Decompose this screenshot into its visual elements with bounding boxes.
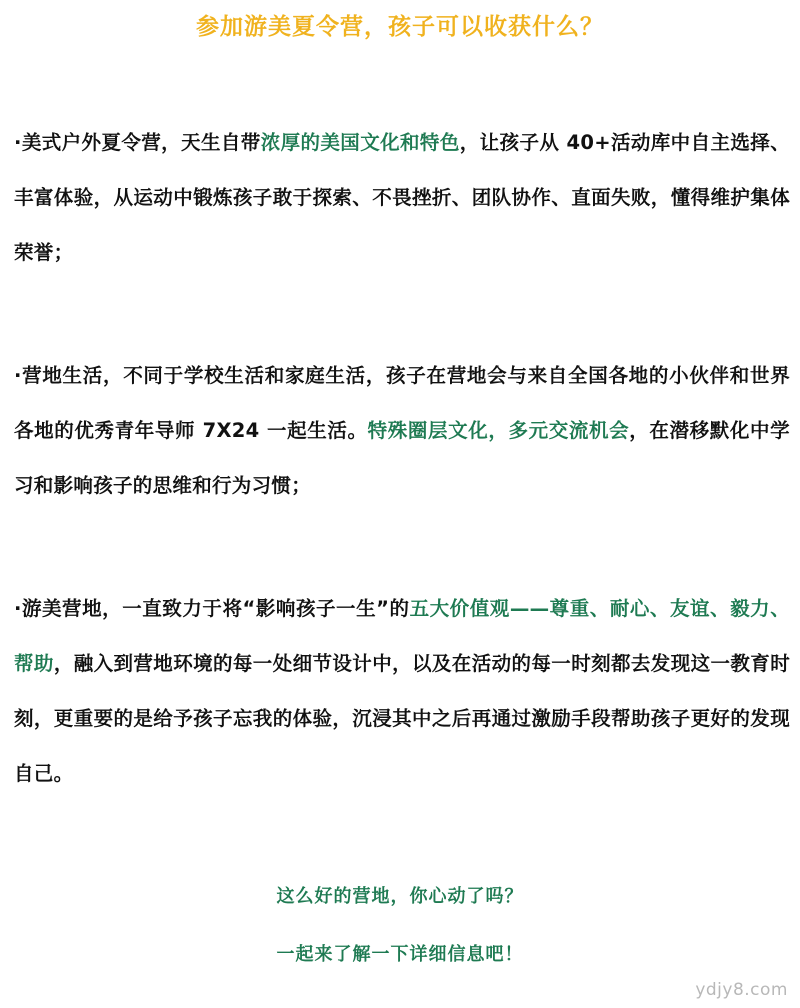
highlight-text: 五大价值观——尊重、耐心、友谊、毅力、帮助 bbox=[14, 597, 791, 675]
paragraph-text: ·美式户外夏令营，天生自带 bbox=[14, 131, 261, 154]
paragraph-camp-life bbox=[14, 348, 790, 513]
cta-line-2: 一起来了解一下详细信息吧！ bbox=[276, 944, 524, 965]
paragraph-text: ，融入到营地环境的每一处细节设计中，以及在活动的每一时刻都去发现这一教育时刻，更重要的是给予孩子忘我的体验，沉浸其中之后再通过激励手段帮助孩子更好的发现自己。 bbox=[14, 652, 790, 785]
paragraph-core-values bbox=[14, 581, 790, 801]
page-title: 参加游美夏令营，孩子可以收获什么？ bbox=[196, 14, 604, 40]
watermark: ydjy8.com bbox=[695, 980, 788, 1000]
highlight-text: 浓厚的美国文化和特色 bbox=[260, 131, 460, 154]
highlight-text: 特殊圈层文化，多元交流机会 bbox=[367, 419, 630, 442]
paragraph-text: ·营地生活，不同于学校生活和家庭生活，孩子在营地会与来自全国各地的小伙伴和世界各地的优秀青年导师 7X24 一起生活。 bbox=[14, 364, 790, 442]
cta-line-1: 这么好的营地，你心动了吗？ bbox=[276, 886, 524, 907]
paragraph-outdoor-camp bbox=[14, 115, 790, 280]
paragraph-text: ，在潜移默化中学习和影响孩子的思维和行为习惯； bbox=[14, 419, 790, 497]
paragraph-text: ·游美营地，一直致力于将“影响孩子一生”的 bbox=[14, 597, 410, 620]
paragraph-text: ，让孩子从 40+活动库中自主选择、丰富体验，从运动中锻炼孩子敢于探索、不畏挫折、团队协作、直面失败，懂得维护集体荣誉； bbox=[14, 131, 790, 264]
